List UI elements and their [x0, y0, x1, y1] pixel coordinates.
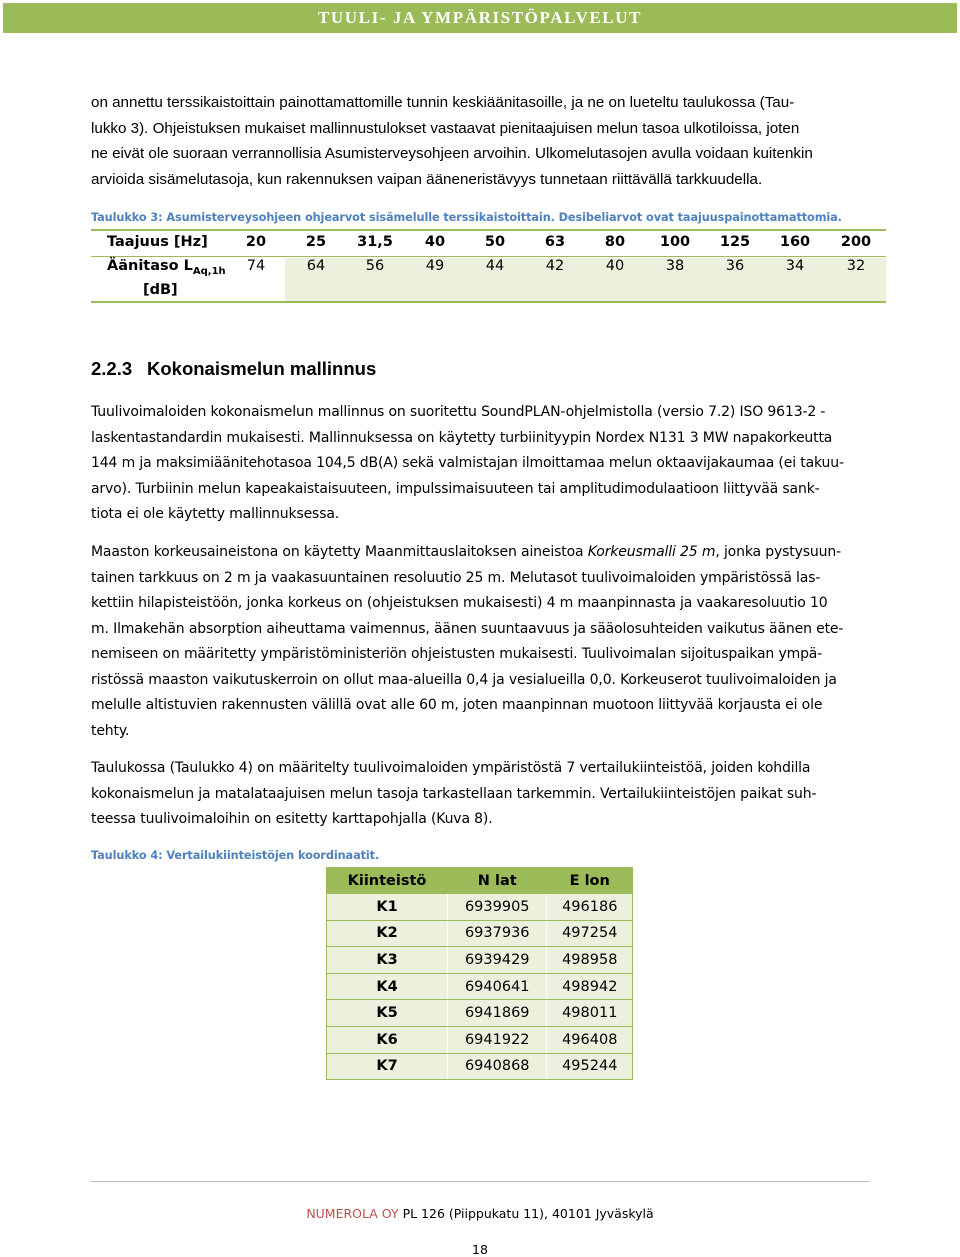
paragraph-line: laskentastandardin mukaisesti. Mallinnuksessa on käytetty turbiinityypin Nordex N131 3 MW napakorkeutta — [91, 429, 833, 446]
table3-level-cell: 44 — [485, 258, 505, 274]
footer-company: NUMEROLA OY — [306, 1206, 399, 1221]
table4-nlat-cell: 6940641 — [448, 973, 547, 1000]
paragraph-line: tehty. — [91, 722, 130, 739]
table4 — [326, 867, 633, 1080]
table4-header-cell: Kiinteistö — [327, 868, 448, 894]
table4-property-cell: K1 — [327, 894, 448, 921]
section-title: Kokonaismelun mallinnus — [147, 358, 377, 379]
table3-row1-label: Taajuus [Hz] — [107, 234, 208, 250]
table3-frequency-cell: 20 — [245, 234, 267, 250]
paragraph-line: melulle altistuvien rakennusten välillä ovat alle 60 m, joten maanpinnan muotoon liittyvää korjausta ei ole — [91, 697, 823, 713]
table4-nlat-cell: 6941869 — [448, 1000, 547, 1027]
table3-frequency-cell: 50 — [484, 234, 506, 250]
table3-caption: Taulukko 3: Asumisterveysohjeen ohjearvot sisämelulle terssikaistoittain. Desibeliarvot ovat taajuuspainottamattomia. — [91, 211, 842, 224]
table3-level-cell: 36 — [725, 258, 745, 274]
section-heading — [91, 358, 376, 380]
footer-address: PL 126 (Piippukatu 11), 40101 Jyväskylä — [398, 1206, 654, 1221]
paragraph-line: nemiseen on määritetty ympäristöministeriön ohjeistusten mukaisesti. Tuulivoimalan sijoituspaikan ympä- — [91, 646, 823, 662]
table4-elon-cell: 498011 — [547, 1000, 633, 1027]
paragraph-emphasis: Korkeusmalli 25 m — [587, 544, 716, 560]
table3-level-cell: 56 — [365, 258, 385, 274]
table4-property-cell: K6 — [327, 1026, 448, 1053]
footer-divider — [91, 1181, 869, 1182]
paragraph-3 — [91, 756, 869, 833]
table4-elon-cell: 497254 — [547, 920, 633, 947]
table4-caption: Taulukko 4: Vertailukiinteistöjen koordinaatit. — [91, 849, 380, 862]
table3-level-cell: 49 — [425, 258, 445, 274]
table4-property-cell: K2 — [327, 920, 448, 947]
intro-line: lukko 3). Ohjeistuksen mukaiset mallinnustulokset vastaavat pienitaajuisen melun tasoa ulkotiloissa, joten — [91, 119, 800, 137]
paragraph-2 — [91, 540, 869, 744]
paragraph-line: ristössä maaston vaikutuskerroin on ollut maa-alueilla 0,4 ja vesialueilla 0,0. Korkeuserot tuulivoimaloiden ja — [91, 671, 837, 688]
table4-elon-cell: 498942 — [547, 973, 633, 1000]
table3-frequency-cell: 31,5 — [357, 234, 393, 250]
table4-elon-cell: 496408 — [547, 1026, 633, 1053]
table4-nlat-cell: 6937936 — [448, 920, 547, 947]
table3-row2-label-main: Äänitaso L — [107, 258, 193, 274]
table3-frequency-cell: 63 — [544, 234, 566, 250]
table3-frequency-cell: 100 — [659, 234, 691, 250]
header-bar — [3, 3, 957, 33]
table4-header-cell: N lat — [448, 868, 547, 894]
paragraph-text: Maaston korkeusaineistona on käytetty Maanmittauslaitoksen aineistoa — [91, 544, 588, 560]
table3 — [91, 229, 886, 303]
table4-nlat-cell: 6939429 — [448, 947, 547, 974]
paragraph-line: Taulukossa (Taulukko 4) on määritelty tuulivoimaloiden ympäristöstä 7 vertailukiinteistöä, joiden kohdilla — [91, 760, 811, 776]
paragraph-1 — [91, 400, 869, 528]
table3-level-cell: 74 — [246, 258, 266, 274]
intro-line: arvioida sisämelutasoja, kun rakennuksen vaipan ääneneristävyys tunnetaan riittävällä tarkkuudella. — [91, 170, 763, 188]
table3-level-cell: 34 — [785, 258, 805, 274]
table3-frequency-cell: 125 — [719, 234, 751, 250]
table3-row2-label — [107, 258, 226, 277]
table3-level-cell: 42 — [545, 258, 565, 274]
intro-line: on annettu terssikaistoittain painottamattomille tunnin keskiäänitasoille, ja ne on lueteltu taulukossa (Tau- — [91, 94, 795, 111]
table4-row — [327, 920, 633, 947]
table3-row2-unit: [dB] — [143, 282, 178, 298]
table4-header-row — [327, 868, 633, 894]
table4-elon-cell: 495244 — [547, 1053, 633, 1080]
table4-nlat-cell: 6940868 — [448, 1053, 547, 1080]
table4-row — [327, 1000, 633, 1027]
table3-frequency-cell: 40 — [424, 234, 446, 250]
section-number: 2.2.3 — [91, 358, 133, 379]
table4-row — [327, 1026, 633, 1053]
paragraph-line: Tuulivoimaloiden kokonaismelun mallinnus on suoritettu SoundPLAN-ohjelmistolla (versio 7.2) ISO 9613-2 - — [91, 404, 826, 420]
table4-header-cell: E lon — [547, 868, 633, 894]
table3-frequency-cell: 160 — [779, 234, 811, 250]
paragraph-line: tainen tarkkuus on 2 m ja vaakasuuntainen resoluutio 25 m. Melutasot tuulivoimaloiden ympäristössä las- — [91, 569, 821, 586]
paragraph-line: teessa tuulivoimaloihin on esitetty karttapohjalla (Kuva 8). — [91, 811, 493, 827]
table3-level-cell: 64 — [306, 258, 326, 274]
paragraph-text: , jonka pystysuun- — [715, 544, 841, 560]
table4-row — [327, 1053, 633, 1080]
table4-nlat-cell: 6941922 — [448, 1026, 547, 1053]
table3-level-cell: 40 — [605, 258, 625, 274]
table4-row — [327, 947, 633, 974]
table4-elon-cell: 496186 — [547, 894, 633, 921]
paragraph-line: kettiin hilapisteistöön, jonka korkeus on (ohjeistuksen mukaisesti) 4 m maanpinnasta ja vaakaresoluutio 10 — [91, 595, 828, 611]
table4-row — [327, 973, 633, 1000]
paragraph-line: m. Ilmakehän absorption aiheuttama vaimennus, äänen suuntaavuus ja sääolosuhteiden vaikutus äänen ete- — [91, 620, 844, 637]
table4-nlat-cell: 6939905 — [448, 894, 547, 921]
table4-property-cell: K5 — [327, 1000, 448, 1027]
footer — [0, 1206, 960, 1221]
page-number: 18 — [472, 1242, 488, 1257]
paragraph-line: kokonaismelun ja matalataajuisen melun tasoja tarkastellaan tarkemmin. Vertailukiinteistöjen paikat suh- — [91, 785, 817, 802]
table3-row2-label-sub: Aq,1h — [192, 265, 226, 277]
table4-row — [327, 894, 633, 921]
table4-property-cell: K7 — [327, 1053, 448, 1080]
table4-property-cell: K4 — [327, 973, 448, 1000]
intro-line: ne eivät ole suoraan verrannollisia Asumisterveysohjeen arvoihin. Ulkomelutasojen avulla voidaan kuitenkin — [91, 145, 813, 162]
table3-level-cell: 32 — [846, 258, 866, 274]
table3-frequency-cell: 25 — [305, 234, 327, 250]
paragraph-line: tiota ei ole käytetty mallinnuksessa. — [91, 506, 340, 522]
table3-level-cell: 38 — [665, 258, 685, 274]
paragraph-line — [91, 540, 869, 566]
table4-elon-cell: 498958 — [547, 947, 633, 974]
table3-frequency-cell: 200 — [840, 234, 872, 250]
table4-property-cell: K3 — [327, 947, 448, 974]
header-title: TUULI- JA YMPÄRISTÖPALVELUT — [317, 8, 643, 27]
paragraph-line: 144 m ja maksimiäänitehotasoa 104,5 dB(A) sekä valmistajan ilmoittamaa melun oktaavijakaumaa (ei takuu- — [91, 455, 844, 471]
table3-frequency-cell: 80 — [604, 234, 626, 250]
paragraph-line: arvo). Turbiinin melun kapeakaistaisuuteen, impulssimaisuuteen tai amplitudimodulaatioon liittyvää sank- — [91, 480, 820, 497]
intro-paragraph — [91, 90, 869, 192]
